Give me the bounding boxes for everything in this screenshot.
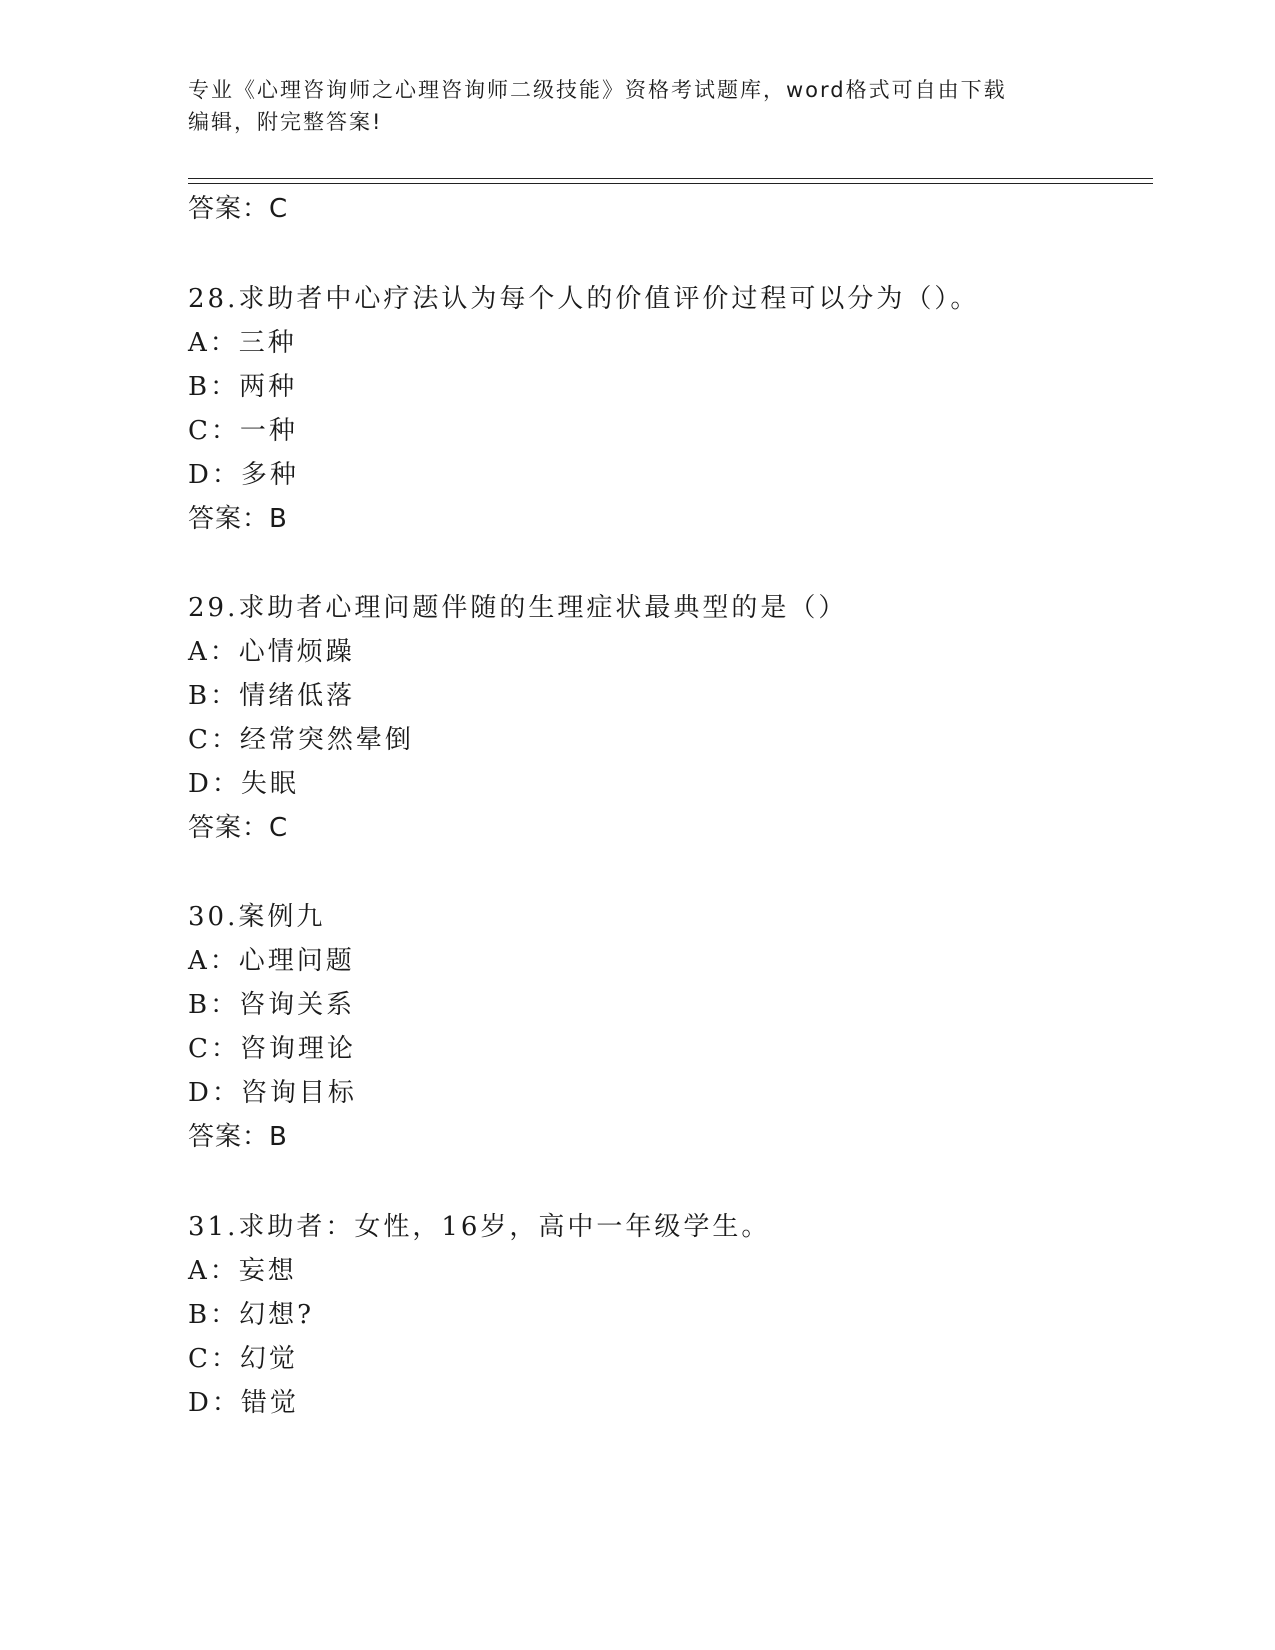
option-28-c: C：一种 (188, 416, 298, 446)
option-29-a: A：心情烦躁 (188, 637, 355, 667)
header-line-1: 专业《心理咨询师之心理咨询师二级技能》资格考试题库，word格式可自由下载 (188, 78, 1007, 102)
option-29-c: C：经常突然晕倒 (188, 725, 414, 755)
question-31: 31.求助者：女性，16岁，高中一年级学生。 (188, 1212, 771, 1242)
answer-30: 答案：B (188, 1122, 288, 1152)
answer-28: 答案：B (188, 504, 288, 534)
header-divider-top (188, 178, 1153, 179)
option-30-d: D：咨询目标 (188, 1078, 357, 1108)
document-header (188, 74, 1078, 138)
option-31-b: B：幻想? (188, 1300, 315, 1330)
option-30-b: B：咨询关系 (188, 990, 356, 1020)
question-28: 28.求助者中心疗法认为每个人的价值评价过程可以分为（）。 (188, 284, 980, 314)
option-28-a: A：三种 (188, 328, 297, 358)
answer-27: 答案：C (188, 194, 289, 224)
option-29-b: B：情绪低落 (188, 681, 356, 711)
question-30: 30.案例九 (188, 902, 326, 932)
answer-29: 答案：C (188, 813, 289, 843)
question-29: 29.求助者心理问题伴随的生理症状最典型的是（） (188, 593, 848, 623)
option-28-b: B：两种 (188, 372, 298, 402)
option-28-d: D：多种 (188, 460, 299, 490)
option-31-c: C：幻觉 (188, 1344, 298, 1374)
option-29-d: D：失眠 (188, 769, 299, 799)
option-31-d: D：错觉 (188, 1388, 299, 1418)
header-line-2: 编辑，附完整答案! (188, 110, 383, 134)
option-31-a: A：妄想 (188, 1256, 297, 1286)
header-divider-bottom (188, 183, 1153, 184)
option-30-a: A：心理问题 (188, 946, 355, 976)
option-30-c: C：咨询理论 (188, 1034, 356, 1064)
